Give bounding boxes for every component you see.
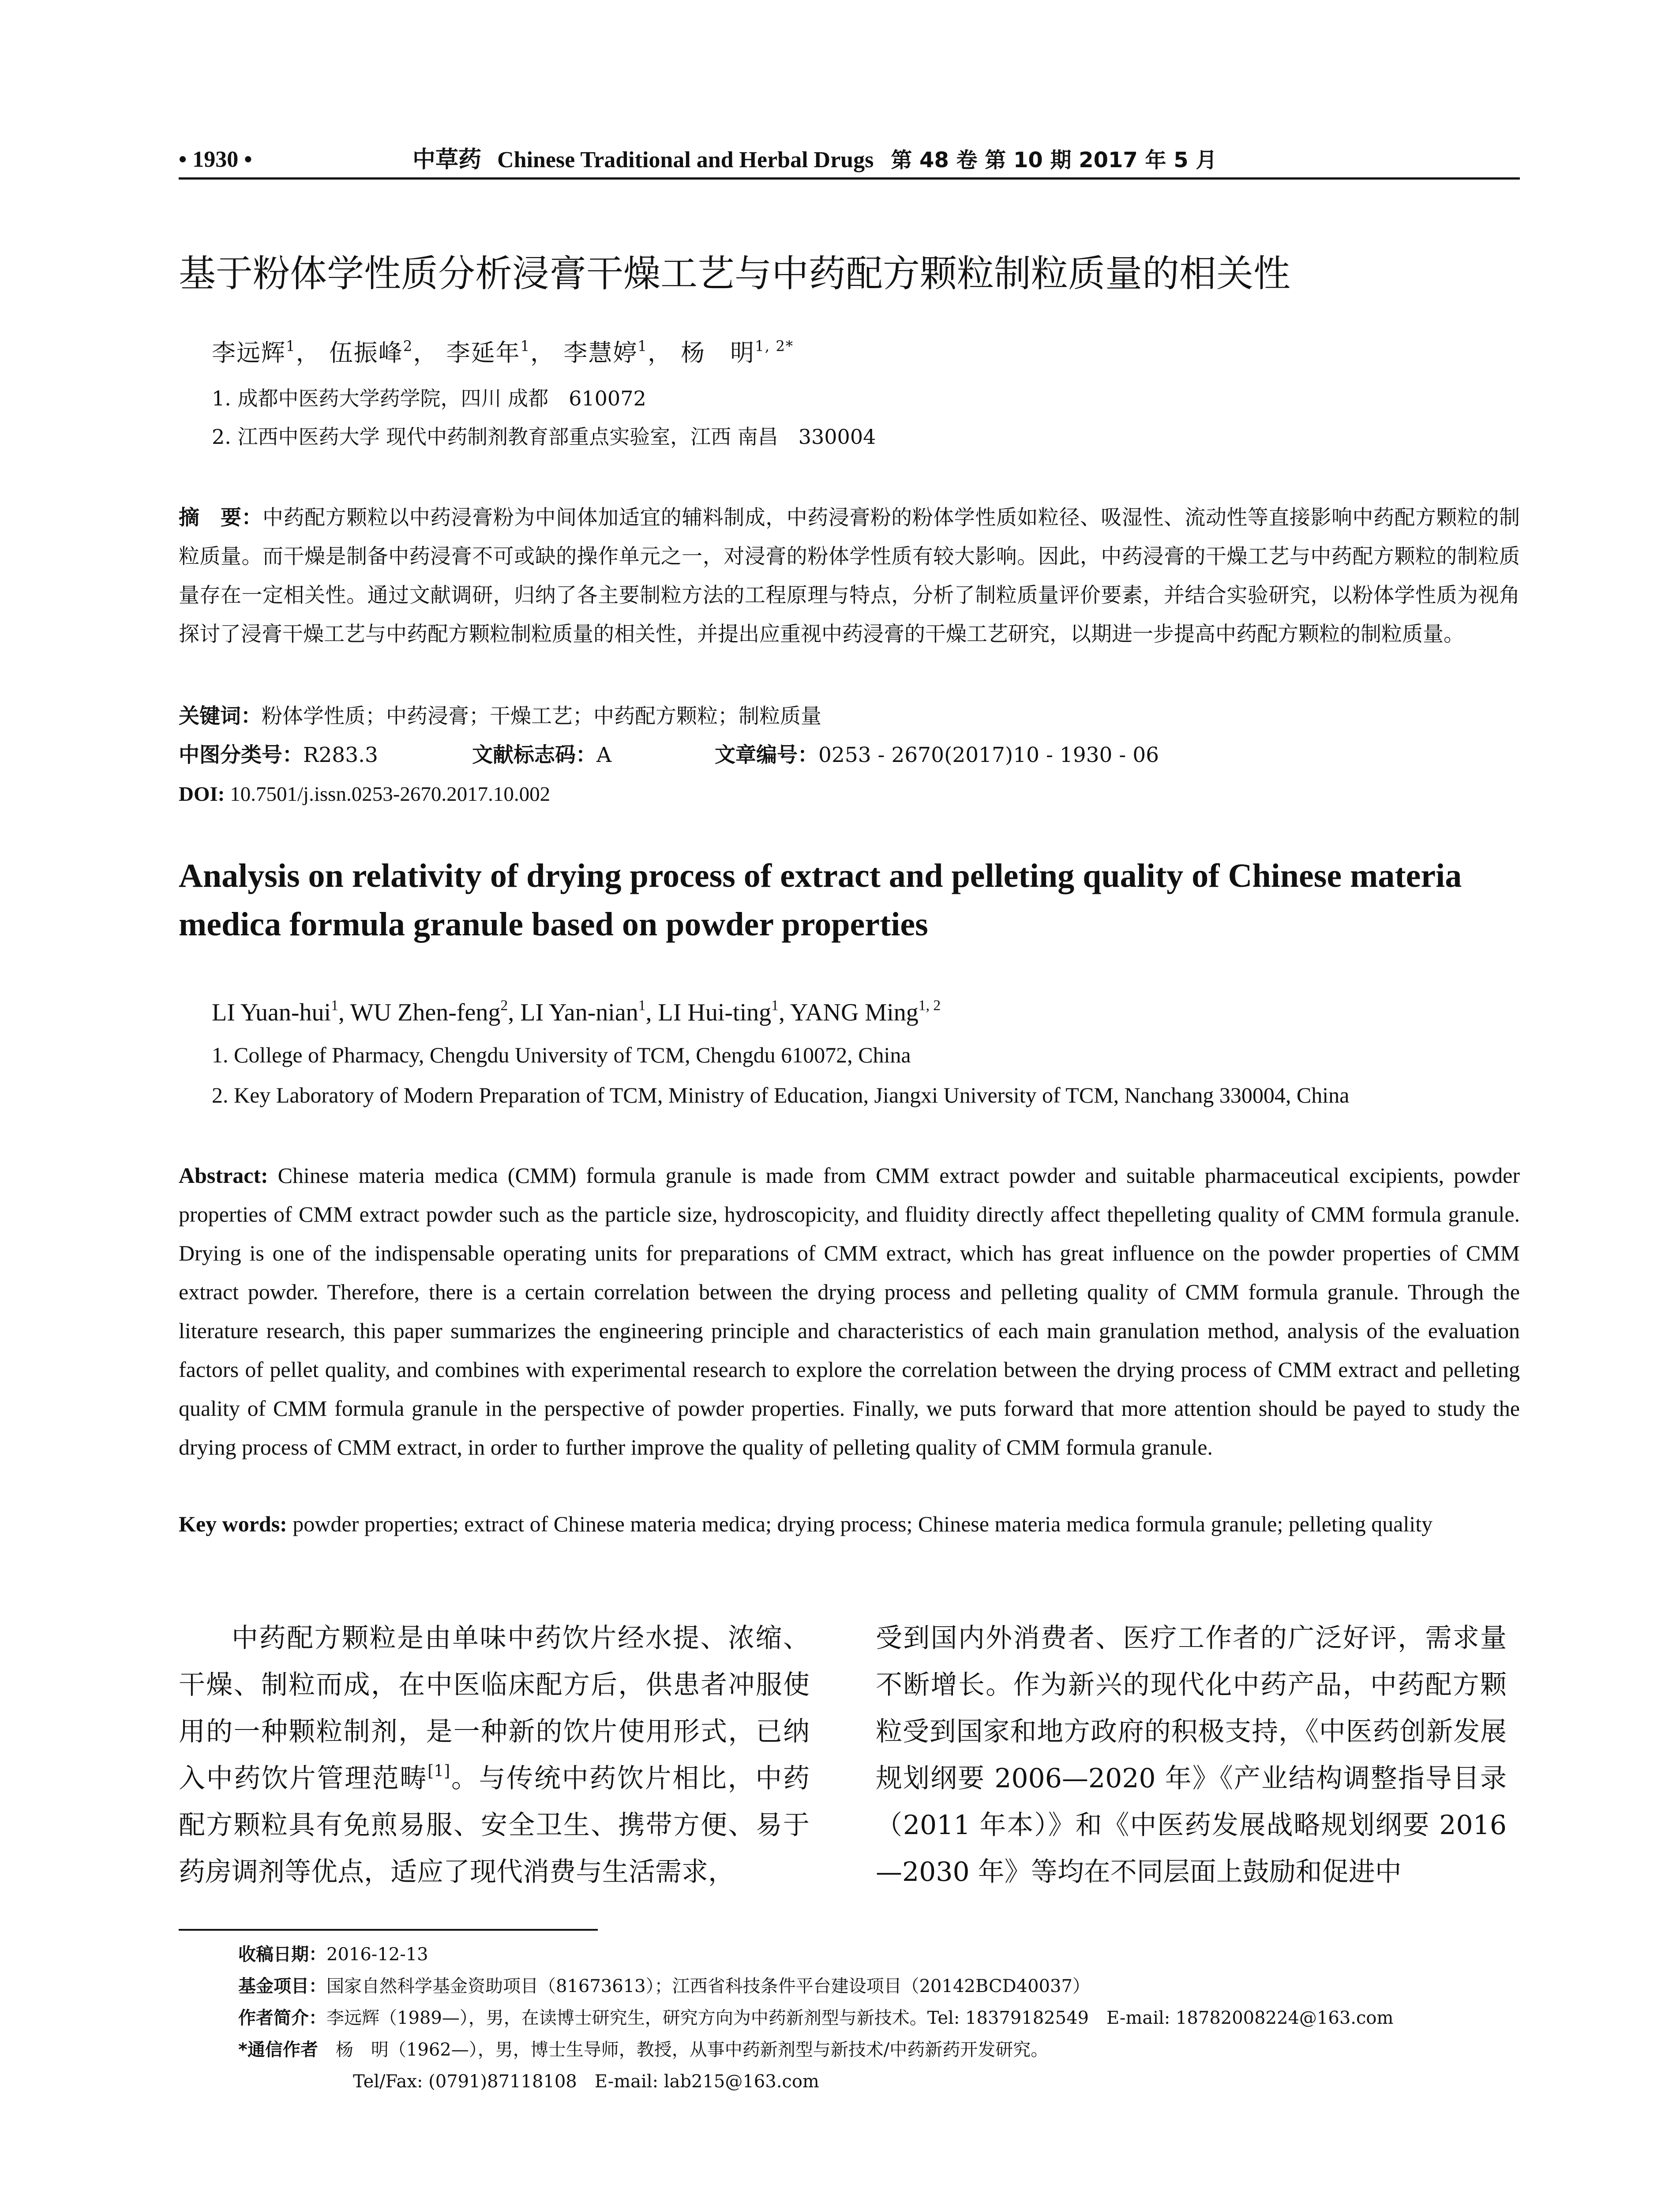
body-text: 中药配方颗粒是由单味中药饮片经水提、浓缩、干燥、制粒而成，在中医临床配方后，供患者冲服使用的一种颗粒制剂，是一种新的饮片使用形式，已纳入中药饮片管理范畴 — [179, 1623, 810, 1794]
footnote-value: 2016-12-13 — [326, 1944, 428, 1965]
journal-title — [412, 142, 1217, 178]
author-name: 李延年 — [446, 339, 521, 367]
clc-number — [179, 736, 378, 775]
reference-marker: [1] — [428, 1762, 450, 1780]
journal-title-cn: 中草药 — [412, 146, 482, 173]
keywords-cn — [179, 697, 1520, 736]
keywords-en-label: Key words: — [179, 1512, 287, 1536]
affiliation-en-2: 2. Key Laboratory of Modern Preparation of TCM, Ministry of Education, Jiangxi University of TCM, Nanchang 330004, China — [212, 1083, 1350, 1107]
article-title-en: Analysis on relativity of drying process of extract and pelleting quality of Chinese materia medica formula granule based on powder properties — [179, 857, 1462, 943]
author-name: LI Yuan-hui — [212, 999, 331, 1026]
body-column-left — [179, 1615, 810, 1895]
article-title-cn: 基于粉体学性质分析浸膏干燥工艺与中药配方颗粒制粒质量的相关性 — [179, 252, 1291, 295]
article-number-value: 0253 - 2670(2017)10 - 1930 - 06 — [818, 743, 1159, 767]
author-affiliation-mark: 1, 2 — [918, 997, 941, 1014]
author-name: LI Hui-ting — [658, 999, 772, 1026]
issue-info: 第 48 卷 第 10 期 2017 年 5 月 — [891, 148, 1217, 173]
page-number: • 1930 • — [179, 147, 252, 172]
author-affiliation-mark: 2 — [500, 997, 508, 1014]
footnote-fund — [238, 1972, 1540, 2000]
abstract-en-label: Abstract: — [179, 1163, 268, 1188]
keywords-en — [179, 1504, 1520, 1543]
journal-title-en: Chinese Traditional and Herbal Drugs — [497, 147, 874, 173]
author-affiliation-mark: 1 — [771, 997, 779, 1014]
running-header — [179, 142, 1520, 177]
doi-value: 10.7501/j.issn.0253-2670.2017.10.002 — [225, 783, 551, 806]
document-code-label: 文献标志码： — [472, 743, 596, 767]
author-name: YANG Ming — [790, 999, 919, 1026]
affiliation-cn-1: 1. 成都中医药大学药学院，四川 成都 610072 — [212, 386, 646, 410]
author-affiliation-mark: 2 — [403, 338, 413, 355]
author-affiliation-mark: 1 — [638, 338, 648, 355]
footnote-contact: Tel/Fax: (0791)87118108 E-mail: lab215@163.com — [353, 2071, 819, 2092]
author-name: LI Yan-nian — [520, 999, 638, 1026]
footnote-value: 杨 明（1962—），男，博士生导师，教授，从事中药新剂型与新技术/中药新药开发研究。 — [318, 2040, 1049, 2060]
body-text: 。与传统中药饮片相比，中药配方颗粒具有免煎易服、安全卫生、携带方便、易于药房调剂等优点，适应了现代消费与生活需求， — [179, 1763, 810, 1887]
classification-line — [179, 736, 1520, 775]
article-number — [715, 736, 1159, 775]
footnote-rule — [179, 1929, 598, 1931]
abstract-cn — [179, 499, 1520, 654]
abstract-cn-text: 中药配方颗粒以中药浸膏粉为中间体加适宜的辅料制成，中药浸膏粉的粉体学性质如粒径、吸湿性、流动性等直接影响中药配方颗粒的制粒质量。而干燥是制备中药浸膏不可或缺的操作单元之一，对浸膏的粉体学性质有较大影响。因此，中药浸膏的干燥工艺与中药配方颗粒的制粒质量存在一定相关性。通过文献调研，归纳了各主要制粒方法的工程原理与特点，分析了制粒质量评价要素，并结合实验研究，以粉体学性质为视角探讨了浸膏干燥工艺与中药配方颗粒制粒质量的相关性，并提出应重视中药浸膏的干燥工艺研究，以期进一步提高中药配方颗粒的制粒质量。 — [179, 506, 1520, 646]
author-affiliation-mark: 1 — [520, 338, 531, 355]
author-affiliation-mark: 1 — [286, 338, 296, 355]
document-code-value: A — [596, 743, 611, 767]
header-rule — [179, 177, 1520, 180]
author-name: 李慧婷 — [563, 339, 638, 367]
author-list-en: LI Yuan-hui$^1$, WU Zhen-feng$^2$, LI Yan-nian$^1$, LI Hui-ting$^1$, YANG Ming$^{1, 2}$ — [212, 997, 941, 1026]
affiliation-cn-2: 2. 江西中医药大学 现代中药制剂教育部重点实验室，江西 南昌 330004 — [212, 425, 876, 449]
author-name: 伍振峰 — [329, 339, 403, 367]
clc-value: R283.3 — [303, 743, 378, 767]
abstract-en-text: Chinese materia medica (CMM) formula granule is made from CMM extract powder and suitable pharmaceutical excipients, powder properties of CMM extract powder such as the particle size, hydroscopicity, and fluidity directly affect thepelleting quality of CMM formula granule. Drying is one of the indispensable operating units for preparations of CMM extract, which has great influence on the powder properties of CMM extract powder. Therefore, there is a certain correlation between the drying process and pelleting quality of CMM formula granule. Through the literature research, this paper summarizes the engineering principle and characteristics of each main granulation method, analysis of the evaluation factors of pellet quality, and combines with experimental research to explore the correlation between the drying process of CMM extract and pelleting quality of CMM formula granule in the perspective of powder properties. Finally, we puts forward that more attention should be payed to study the drying process of CMM extract, in order to further improve the quality of pelleting quality of CMM formula granule. — [179, 1163, 1520, 1459]
author-affiliation-mark: 1, 2* — [755, 338, 794, 355]
document-code — [472, 736, 611, 775]
footnote-value: 国家自然科学基金资助项目（81673613）；江西省科技条件平台建设项目（20142BCD40037） — [326, 1976, 1090, 1996]
author-name: 李远辉 — [212, 339, 286, 367]
author-list-cn: 李远辉$^1$， 伍振峰$^2$， 李延年$^1$， 李慧婷$^1$， 杨 明$^{1, 2*}$ — [212, 338, 794, 367]
body-column-right: 受到国内外消费者、医疗工作者的广泛好评，需求量不断增长。作为新兴的现代化中药产品，中药配方颗粒受到国家和地方政府的积极支持，《中医药创新发展规划纲要 2006—2020 年》《产业结构调整指导目录（2011 年本）》和《中医药发展战略规划纲要 2016—2030 年》等均在不同层面上鼓励和促进中 — [876, 1623, 1507, 1887]
footnote-value: 李远辉（1989—），男，在读博士研究生，研究方向为中药新剂型与新技术。Tel: 18379182549 E-mail: 18782008224@163.com — [326, 2008, 1394, 2028]
footnote-corresponding — [238, 2036, 1540, 2064]
author-name: 杨 明 — [681, 339, 755, 367]
abstract-cn-label: 摘 要： — [179, 506, 263, 530]
footnote-received — [238, 1940, 1540, 1969]
footnote-label: *通信作者 — [238, 2040, 318, 2060]
footnote-label: 收稿日期： — [238, 1944, 326, 1965]
keywords-cn-text: 粉体学性质；中药浸膏；干燥工艺；中药配方颗粒；制粒质量 — [262, 704, 821, 728]
author-affiliation-mark: 1 — [331, 997, 338, 1014]
clc-label: 中图分类号： — [179, 743, 303, 767]
footnote-label: 基金项目： — [238, 1976, 326, 1996]
author-affiliation-mark: 1 — [638, 997, 646, 1014]
doi-line — [179, 775, 1520, 814]
footnote-author — [238, 2004, 1540, 2032]
abstract-en — [179, 1156, 1520, 1467]
author-name: WU Zhen-feng — [350, 999, 501, 1026]
keywords-en-text: powder properties; extract of Chinese materia medica; drying process; Chinese materia medica formula granule; pelleting quality — [287, 1512, 1433, 1536]
doi-label: DOI: — [179, 783, 225, 806]
keywords-cn-label: 关键词： — [179, 704, 262, 728]
article-number-label: 文章编号： — [715, 743, 818, 767]
affiliation-en-1: 1. College of Pharmacy, Chengdu University of TCM, Chengdu 610072, China — [212, 1043, 911, 1067]
footnote-label: 作者简介： — [238, 2008, 326, 2028]
